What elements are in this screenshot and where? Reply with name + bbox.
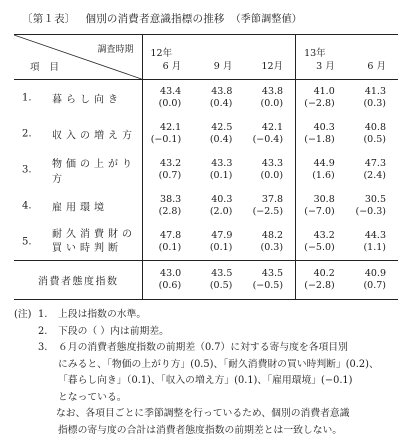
value-diff: (0.5) bbox=[193, 280, 232, 292]
value-cell bbox=[296, 116, 347, 152]
value-cell bbox=[142, 80, 193, 117]
value-level: 43.4 bbox=[143, 86, 182, 98]
value-cell bbox=[244, 188, 295, 224]
value-diff: (0.4) bbox=[193, 134, 232, 146]
value-level: 47.3 bbox=[347, 158, 386, 170]
note-number: 3. bbox=[38, 340, 47, 357]
summary-row bbox=[14, 261, 398, 300]
note-continuation: となっている。 bbox=[14, 390, 404, 407]
value-diff: (−7.0) bbox=[296, 206, 335, 218]
value-cell bbox=[142, 188, 193, 224]
value-diff: (−0.4) bbox=[244, 134, 283, 146]
column-header bbox=[142, 35, 193, 80]
note-item bbox=[14, 324, 404, 341]
value-level: 44.9 bbox=[296, 158, 335, 170]
table-row bbox=[14, 152, 398, 188]
row-label-text: 収入の増え方 bbox=[52, 127, 136, 142]
table-header-row bbox=[14, 35, 398, 80]
row-label bbox=[14, 188, 142, 224]
table-row bbox=[14, 80, 398, 117]
note-continuation: にみると、「物価の上がり方」(0.5)、「耐久消費財の買い時判断」(0.2)、 bbox=[14, 357, 404, 374]
value-diff: (0.0) bbox=[244, 98, 283, 110]
value-level: 43.0 bbox=[143, 268, 182, 280]
row-label-line1: 耐久消費財の bbox=[52, 229, 136, 240]
column-year: 13年 bbox=[304, 45, 326, 59]
value-diff: (0.1) bbox=[143, 242, 182, 254]
value-cell bbox=[193, 188, 244, 224]
value-cell bbox=[347, 261, 398, 300]
table-number: 〔第１表〕 bbox=[22, 13, 76, 25]
summary-label bbox=[14, 261, 142, 300]
value-level: 42.1 bbox=[244, 122, 283, 134]
value-diff: (2.0) bbox=[193, 206, 232, 218]
value-diff: (−1.8) bbox=[296, 134, 335, 146]
value-diff: (0.1) bbox=[193, 242, 232, 254]
period-label: 調査時期 bbox=[97, 42, 133, 55]
note-number: 2. bbox=[38, 324, 47, 341]
header-corner bbox=[14, 35, 142, 80]
value-cell bbox=[296, 224, 347, 261]
value-diff: (0.4) bbox=[193, 98, 232, 110]
value-diff: (1.6) bbox=[296, 170, 335, 182]
value-level: 47.8 bbox=[143, 230, 182, 242]
value-cell bbox=[142, 152, 193, 188]
value-cell bbox=[142, 261, 193, 300]
value-level: 42.1 bbox=[143, 122, 182, 134]
value-level: 40.8 bbox=[347, 122, 386, 134]
column-month: 6 月 bbox=[163, 58, 182, 72]
column-month: 12月 bbox=[261, 58, 283, 72]
value-cell bbox=[244, 261, 295, 300]
table-row bbox=[14, 116, 398, 152]
value-level: 47.9 bbox=[193, 230, 232, 242]
value-cell bbox=[142, 116, 193, 152]
value-cell bbox=[296, 261, 347, 300]
value-cell bbox=[244, 80, 295, 117]
value-level: 40.9 bbox=[347, 268, 386, 280]
row-label bbox=[14, 152, 142, 188]
value-level: 40.3 bbox=[296, 122, 335, 134]
row-label-text bbox=[52, 228, 136, 256]
column-year: 12年 bbox=[151, 45, 173, 59]
value-level: 44.3 bbox=[347, 230, 386, 242]
value-cell bbox=[347, 80, 398, 117]
value-level: 43.8 bbox=[244, 86, 283, 98]
value-diff: (0.7) bbox=[143, 170, 182, 182]
value-diff: (0.0) bbox=[143, 98, 182, 110]
row-label-text: 物価の上がり方 bbox=[52, 155, 142, 185]
column-header bbox=[296, 35, 347, 80]
row-number: 4. bbox=[22, 201, 32, 212]
column-month: 3 月 bbox=[316, 58, 335, 72]
column-month: 9 月 bbox=[214, 58, 233, 72]
notes-prefix: (注) bbox=[14, 307, 31, 324]
row-label-text: 暮らし向き bbox=[52, 91, 122, 106]
value-level: 38.3 bbox=[143, 194, 182, 206]
value-diff: (0.3) bbox=[244, 242, 283, 254]
row-number: 3. bbox=[22, 165, 32, 176]
value-cell bbox=[193, 152, 244, 188]
value-cell bbox=[142, 224, 193, 261]
value-level: 43.2 bbox=[143, 158, 182, 170]
value-level: 43.3 bbox=[193, 158, 232, 170]
table-title-main: 個別の消費者意識指標の推移 bbox=[86, 13, 225, 25]
note-text: 上段は指数の水準。 bbox=[58, 309, 146, 320]
row-number: 5. bbox=[22, 237, 32, 248]
value-cell bbox=[193, 116, 244, 152]
row-label bbox=[14, 80, 142, 117]
value-diff: (0.6) bbox=[143, 280, 182, 292]
table-title bbox=[22, 10, 302, 26]
value-cell bbox=[296, 188, 347, 224]
value-cell bbox=[347, 188, 398, 224]
value-cell bbox=[244, 116, 295, 152]
value-diff: (0.1) bbox=[193, 170, 232, 182]
value-level: 43.5 bbox=[244, 268, 283, 280]
value-diff: (0.7) bbox=[347, 280, 386, 292]
value-diff: (−2.8) bbox=[296, 98, 335, 110]
note-item bbox=[14, 307, 404, 324]
value-level: 41.0 bbox=[296, 86, 335, 98]
item-label: 項目 bbox=[30, 59, 69, 73]
value-level: 30.8 bbox=[296, 194, 335, 206]
value-cell bbox=[347, 116, 398, 152]
value-level: 43.3 bbox=[244, 158, 283, 170]
summary-label-text: 消費者態度指数 bbox=[38, 273, 119, 288]
table-row bbox=[14, 188, 398, 224]
column-month: 6 月 bbox=[367, 58, 386, 72]
value-diff: (0.0) bbox=[244, 170, 283, 182]
value-diff: (2.4) bbox=[347, 170, 386, 182]
value-level: 43.8 bbox=[193, 86, 232, 98]
value-level: 42.5 bbox=[193, 122, 232, 134]
value-diff: (0.5) bbox=[347, 134, 386, 146]
value-diff: (−0.5) bbox=[244, 280, 283, 292]
value-level: 43.2 bbox=[296, 230, 335, 242]
consumer-indicator-table bbox=[14, 34, 398, 300]
value-level: 40.2 bbox=[296, 268, 335, 280]
value-level: 41.3 bbox=[347, 86, 386, 98]
value-cell bbox=[296, 152, 347, 188]
note-paragraph-line: 指標の寄与度の合計は消費者態度指数の前期差とは一致しない。 bbox=[14, 423, 404, 439]
note-number: 1. bbox=[38, 307, 47, 324]
note-text: 下段の（ ）内は前期差。 bbox=[58, 326, 169, 337]
value-level: 43.5 bbox=[193, 268, 232, 280]
note-continuation: 「暮らし向き」（0.1)、「収入の増え方」(0.1)、「雇用環境」(−0.1) bbox=[14, 373, 404, 390]
value-cell bbox=[193, 261, 244, 300]
row-label bbox=[14, 116, 142, 152]
note-item bbox=[14, 340, 404, 357]
value-level: 37.8 bbox=[244, 194, 283, 206]
value-cell bbox=[296, 80, 347, 117]
value-diff: (−2.8) bbox=[296, 280, 335, 292]
value-cell bbox=[347, 152, 398, 188]
value-cell bbox=[244, 152, 295, 188]
note-text: ６月の消費者態度指数の前期差（0.7）に対する寄与度を各項目別 bbox=[58, 342, 348, 353]
row-number: 1. bbox=[22, 93, 32, 104]
note-paragraph-line: なお、各項目ごとに季節調整を行っているため、個別の消費者意識 bbox=[56, 408, 350, 419]
value-diff: (1.1) bbox=[347, 242, 386, 254]
value-diff: (−2.5) bbox=[244, 206, 283, 218]
note-paragraph bbox=[14, 406, 404, 423]
column-header bbox=[244, 35, 295, 80]
row-label bbox=[14, 224, 142, 261]
value-level: 48.2 bbox=[244, 230, 283, 242]
value-diff: (−0.3) bbox=[347, 206, 386, 218]
value-diff: (−0.1) bbox=[143, 134, 182, 146]
row-number: 2. bbox=[22, 129, 32, 140]
value-diff: (−5.0) bbox=[296, 242, 335, 254]
column-header bbox=[193, 35, 244, 80]
notes bbox=[14, 307, 404, 439]
value-diff: (2.8) bbox=[143, 206, 182, 218]
value-level: 40.3 bbox=[193, 194, 232, 206]
value-diff: (0.3) bbox=[347, 98, 386, 110]
row-label-line2: 買い時判断 bbox=[52, 243, 122, 254]
column-header bbox=[347, 35, 398, 80]
value-level: 30.5 bbox=[347, 194, 386, 206]
table-title-sub: （季節調整値） bbox=[231, 14, 302, 25]
row-label-text: 雇用環境 bbox=[52, 199, 108, 214]
table-row bbox=[14, 224, 398, 261]
value-cell bbox=[193, 80, 244, 117]
value-cell bbox=[347, 224, 398, 261]
value-cell bbox=[244, 224, 295, 261]
value-cell bbox=[193, 224, 244, 261]
